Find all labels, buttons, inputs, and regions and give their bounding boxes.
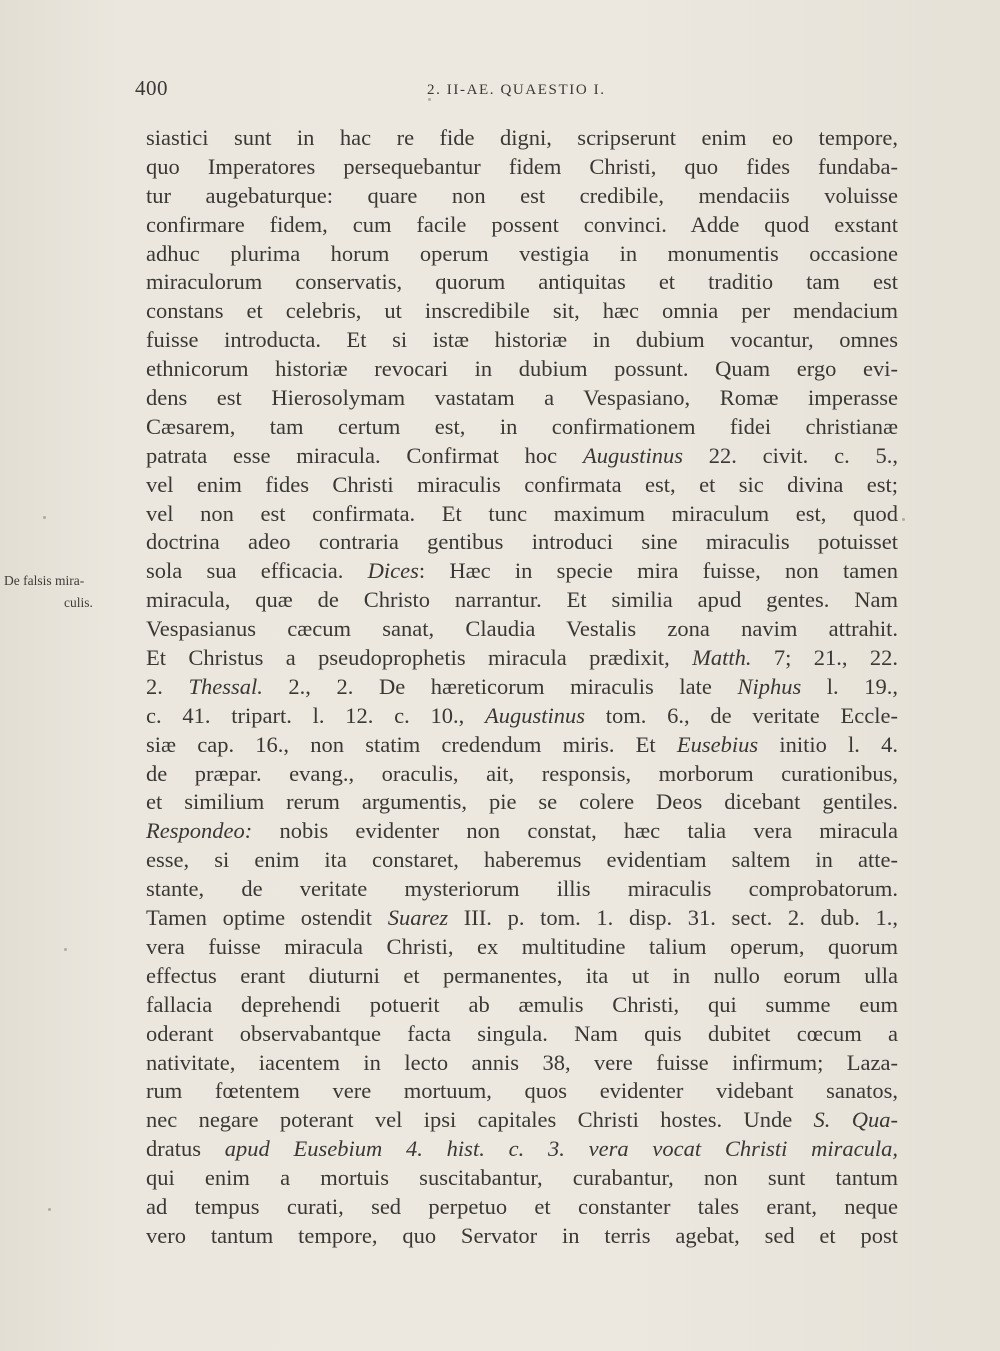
text-line: nec negare poterant vel ipsi capitales Christi hostes. Unde S. Qua- (146, 1107, 899, 1133)
text-line: miracula, quæ de Christo narrantur. Et similia apud gentes. Nam (146, 587, 898, 613)
text-line: vel non est confirmata. Et tunc maximum miraculum est, quod (146, 500, 898, 526)
marginal-note-line-1: De falsis mira- (4, 573, 85, 588)
text-line: dens est Hierosolymam vastatam a Vespasiano, Romæ imperasse (146, 385, 898, 411)
text-line: tur augebaturque: quare non est credibile, mendaciis voluisse (146, 182, 898, 208)
text-line: vel enim fides Christi miraculis confirmata est, et sic divina est; (146, 471, 898, 497)
text-line: esse, si enim ita constaret, haberemus evidentiam saltem in atte- (146, 847, 898, 873)
text-line: qui enim a mortuis suscitabantur, curabantur, non sunt tantum (146, 1165, 898, 1191)
running-head: 2. II-AE. QUAESTIO I. (427, 82, 606, 98)
text-line: et similium rerum argumentis, pie se colere Deos dicebant gentiles. (146, 789, 898, 815)
page-number: 400 (135, 76, 168, 100)
marginal-note (4, 570, 144, 614)
text-line: stante, de veritate mysteriorum illis miraculis comprobatorum. (146, 876, 898, 902)
text-line: adhuc plurima horum operum vestigia in monumentis occasione (146, 240, 898, 266)
marginal-note-line-2: culis. (64, 595, 93, 610)
text-line: patrata esse miracula. Confirmat hoc Augustinus 22. civit. c. 5., (146, 442, 898, 468)
text-line: c. 41. tripart. l. 12. c. 10., Augustinus tom. 6., de veritate Eccle- (146, 702, 898, 728)
text-line: effectus erant diuturni et permanentes, ita ut in nullo eorum ulla (146, 962, 898, 988)
text-line: vero tantum tempore, quo Servator in terris agebat, sed et post (146, 1222, 898, 1248)
text-line: oderant observabantque facta singula. Nam quis dubitet cœcum a (146, 1020, 898, 1046)
text-line: nativitate, iacentem in lecto annis 38, vere fuisse infirmum; Laza- (146, 1049, 898, 1075)
text-line: ethnicorum historiæ revocari in dubium possunt. Quam ergo evi- (146, 356, 898, 382)
text-line: Cæsarem, tam certum est, in confirmationem fidei christianæ (146, 413, 898, 439)
print-speck (902, 518, 905, 521)
text-line: siastici sunt in hac re fide digni, scripserunt enim eo tempore, (146, 125, 898, 150)
text-line: Vespasianus cæcum sanat, Claudia Vestalis zona navim attrahit. (146, 616, 898, 642)
text-line: ad tempus curati, sed perpetuo et constanter tales erant, neque (146, 1193, 898, 1219)
text-line: doctrina adeo contraria gentibus introduci sine miraculis potuisset (146, 529, 898, 555)
text-line: de præpar. evang., oraculis, ait, responsis, morborum curationibus, (146, 760, 898, 786)
text-line: quo Imperatores persequebantur fidem Christi, quo fides fundaba- (146, 153, 898, 179)
print-speck (48, 1208, 51, 1211)
page-header (135, 76, 895, 106)
print-speck (428, 98, 431, 101)
text-line: Tamen optime ostendit Suarez III. p. tom. 1. disp. 31. sect. 2. dub. 1., (146, 905, 899, 931)
text-line: dratus apud Eusebium 4. hist. c. 3. vera vocat Christi miracula, (146, 1136, 898, 1162)
text-line: constans et celebris, ut inscredibile sit, hæc omnia per mendacium (146, 298, 898, 324)
text-line: sola sua efficacia. Dices: Hæc in specie mira fuisse, non tamen (146, 558, 898, 584)
body-text (146, 124, 898, 1251)
print-speck (43, 516, 46, 519)
print-speck (64, 948, 67, 951)
text-line: rum fœtentem vere mortuum, quos evidenter videbant sanatos, (146, 1078, 898, 1104)
text-line: fallacia deprehendi potuerit ab æmulis Christi, qui summe eum (146, 991, 898, 1017)
text-line: fuisse introducta. Et si istæ historiæ in dubium vocantur, omnes (146, 327, 898, 353)
text-line: Et Christus a pseudoprophetis miracula prædixit, Matth. 7; 21., 22. (146, 645, 898, 671)
text-line: Respondeo: nobis evidenter non constat, hæc talia vera miracula (146, 818, 898, 844)
text-line: miraculorum conservatis, quorum antiquitas et traditio tam est (146, 269, 898, 295)
text-line: vera fuisse miracula Christi, ex multitudine talium operum, quorum (146, 933, 898, 959)
text-line: confirmare fidem, cum facile possent convinci. Adde quod exstant (146, 211, 898, 237)
text-line: siæ cap. 16., non statim credendum miris. Et Eusebius initio l. 4. (146, 731, 898, 757)
text-line: 2. Thessal. 2., 2. De hæreticorum miraculis late Niphus l. 19., (146, 673, 898, 699)
